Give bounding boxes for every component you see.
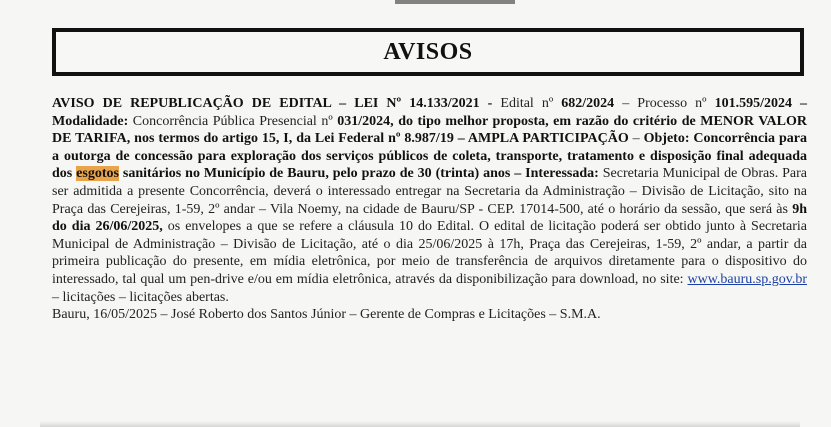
processo-label: – Processo nº: [622, 96, 707, 111]
concorrencia-number: 031/2024,: [337, 113, 394, 129]
interessada-text: Secretaria Municipal de Obras. Para ser admitida a presente Concorrência, deverá o interessado entregar na Secretaria da Administração – Divisão de Licitação, sito na Praça das Cerejeiras, 1-59, 2º andar – Vila Noemy, na cidade de Bauru/SP - CEP. 17014-500, até o horário da sessão, que será às: [52, 166, 808, 217]
signature-line: Bauru, 16/05/2025 – José Roberto dos Santos Júnior – Gerente de Compras e Licitações – S.M.A.: [52, 307, 601, 323]
notice-paragraph: [52, 95, 807, 324]
edital-number: 682/2024: [561, 96, 615, 111]
body-text: os envelopes a que se refere a cláusula 10 do Edital. O edital de licitação poderá ser obtido junto à Secretaria Municipal de Administração – Divisão de Licitação, até o dia 25/06/2025 à 17h, Praça das Cerejeiras, 1-59, 2º andar, a partir da primeira publicação do presente, em mídia eletrônica, por meio de transferência de arquivos diretamente para o dispositivo do interessado, tal qual um pen-drive e/ou em mídia eletrônica, através da disponibilização para download, no site:: [52, 219, 807, 287]
modalidade-label: – Modalidade:: [52, 96, 808, 129]
top-rule-fragment: [395, 0, 515, 4]
section-title: AVISOS: [383, 38, 473, 65]
session-time: 9h do dia 26/06/2025,: [52, 201, 807, 235]
modalidade-text: Concorrência Pública Presencial nº: [132, 113, 333, 129]
processo-number: 101.595/2024: [714, 96, 792, 111]
objeto-separator: –: [632, 131, 640, 147]
highlighted-word: esgotos: [76, 166, 119, 182]
edital-label: Edital nº: [500, 96, 554, 111]
objeto-text: Objeto: Concorrência para a outorga de concessão para exploração dos serviços públicos de coleta, transporte, tratamento e disposição final adequada dos: [52, 131, 807, 182]
criterio-text: do tipo melhor proposta, em razão do critério de MENOR VALOR DE TARIFA, nos termos do artigo 15, I, da Lei Federal nº 8.987/19 – AMPLA PARTICIPAÇÃO: [52, 113, 807, 147]
site-after-text: – licitações – licitações abertas.: [52, 289, 229, 305]
bottom-shadow: [40, 421, 800, 427]
section-title-box: [52, 28, 804, 76]
objeto-end: sanitários no Município de Bauru, pelo prazo de 30 (trinta) anos – Interessada:: [122, 166, 599, 182]
site-link[interactable]: www.bauru.sp.gov.br: [687, 271, 807, 287]
notice-heading: AVISO DE REPUBLICAÇÃO DE EDITAL – LEI Nº 14.133/2021 -: [52, 96, 493, 111]
